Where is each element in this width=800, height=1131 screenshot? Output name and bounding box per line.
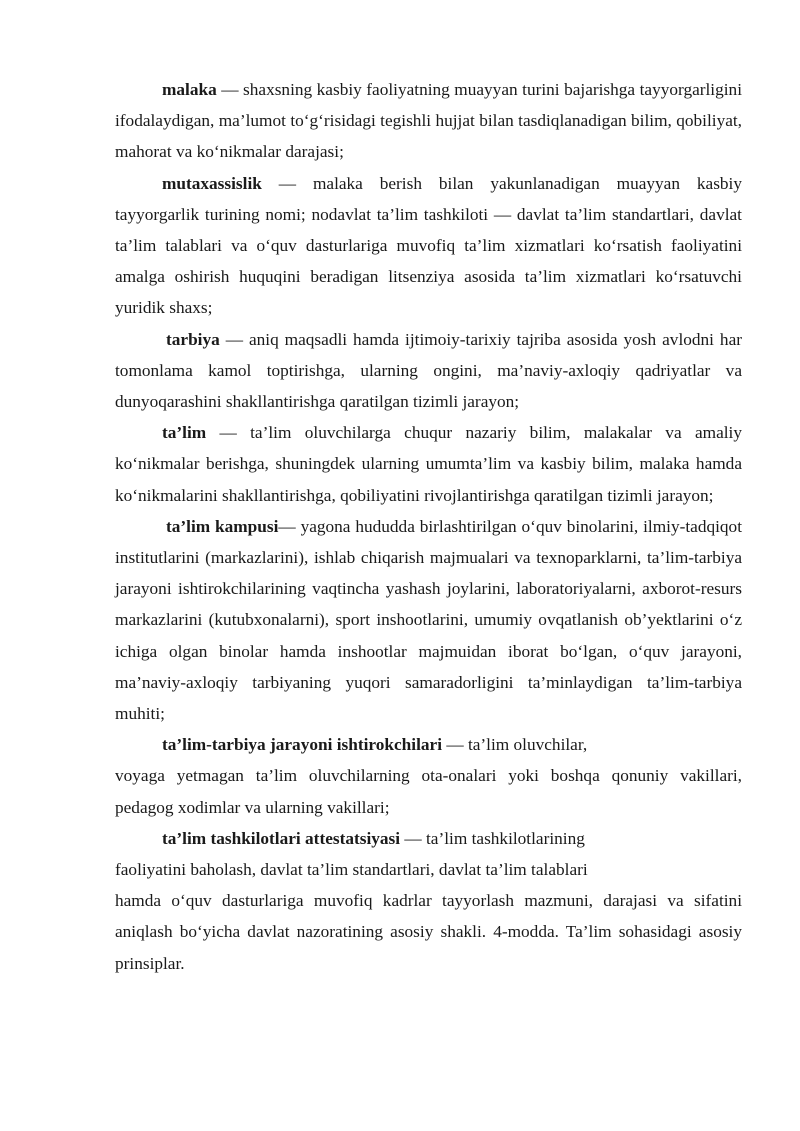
definition-text: — yagona hududda birlashtirilgan o‘quv binolarini, ilmiy-tadqiqot institutlarini (markazlarini), ishlab chiqarish majmualari va texnoparklarni, ta’lim-tarbiya jarayoni ishtirokchilarining vaqtincha yashash joylarini, laboratoriyalarni, axborot-resurs markazlarini (kutubxonalarni), sport inshootlarini, umumiy ovqatlanish ob’yektlarini o‘z ichiga olgan binolar hamda inshootlar majmuidan iborat bo‘lgan, o‘quv jarayoni, ma’naviy-axloqiy tarbiyaning yuqori samaradorligini ta’minlaydigan ta’lim-tarbiya muhiti;	[115, 516, 742, 724]
term-ishtirokchilar: ta’lim-tarbiya jarayoni ishtirokchilari	[162, 735, 443, 755]
document-page	[115, 74, 742, 979]
definition-malaka	[115, 74, 742, 168]
term-talim: ta’lim	[162, 423, 207, 443]
term-tarbiya: tarbiya	[166, 329, 220, 349]
definition-text: — ta’lim oluvchilarga chuqur nazariy bilim, malakalar va amaliy ko‘nikmalar berishga, shuningdek ularning umumta’lim va kasbiy bilim, malaka hamda ko‘nikmalarini shakllantirishga, qobiliyatini rivojlantirishga qaratilgan tizimli jarayon;	[115, 423, 742, 505]
definition-attestatsiya-continuation: hamda o‘quv dasturlariga muvofiq kadrlar tayyorlash mazmuni, darajasi va sifatini aniqlash bo‘yicha davlat nazoratining asosiy shakli. 4-modda. Ta’lim sohasidagi asosiy prinsiplar.	[115, 891, 742, 973]
definition-text: — malaka berish bilan yakunlanadigan muayyan kasbiy tayyorgarlik turining nomi; nodavlat ta’lim tashkiloti — davlat ta’lim standartlari, davlat ta’lim talablari va o‘quv dasturlariga muvofiq ta’lim xizmatlari ko‘rsatish faoliyatini amalga oshirish huquqini beradigan litsenziya asosida ta’lim xizmatlari ko‘rsatuvchi yuridik shaxs;	[115, 173, 742, 318]
definition-mutaxassislik	[115, 168, 742, 324]
term-talim-kampusi: ta’lim kampusi	[166, 516, 279, 536]
definition-ishtirokchilar-first-line	[115, 729, 742, 760]
definition-text: — ta’lim oluvchilar,	[442, 735, 588, 755]
definition-text: — shaxsning kasbiy faoliyatning muayyan turini bajarishga tayyorgarligini ifodalaydigan, ma’lumot to‘g‘risidagi tegishli hujjat bilan tasdiqlanadigan bilim, qobiliyat, mahorat va ko‘nikmalar darajasi;	[115, 80, 742, 162]
definition-attestatsiya-line2: faoliyatini baholash, davlat ta’lim standartlari, davlat ta’lim talablari	[115, 860, 588, 880]
definition-talim-kampusi	[115, 511, 742, 729]
definition-attestatsiya-first-line	[115, 823, 742, 854]
definition-ishtirokchilar-continuation: voyaga yetmagan ta’lim oluvchilarning ota-onalari yoki boshqa qonuniy vakillari, pedagog xodimlar va ularning vakillari;	[115, 766, 742, 817]
definition-tarbiya	[115, 324, 742, 418]
definition-text: — ta’lim tashkilotlarining	[400, 828, 585, 848]
definition-text: — aniq maqsadli hamda ijtimoiy-tarixiy tajriba asosida yosh avlodni har tomonlama kamol toptirishga, ularning ongini, ma’naviy-axloqiy qadriyatlar va dunyoqarashini shakllantirishga qaratilgan tizimli jarayon;	[115, 329, 742, 412]
term-malaka: malaka	[162, 80, 217, 99]
definition-talim	[115, 417, 742, 511]
term-mutaxassislik: mutaxassislik	[162, 173, 262, 193]
term-attestatsiya: ta’lim tashkilotlari attestatsiyasi	[162, 828, 401, 848]
